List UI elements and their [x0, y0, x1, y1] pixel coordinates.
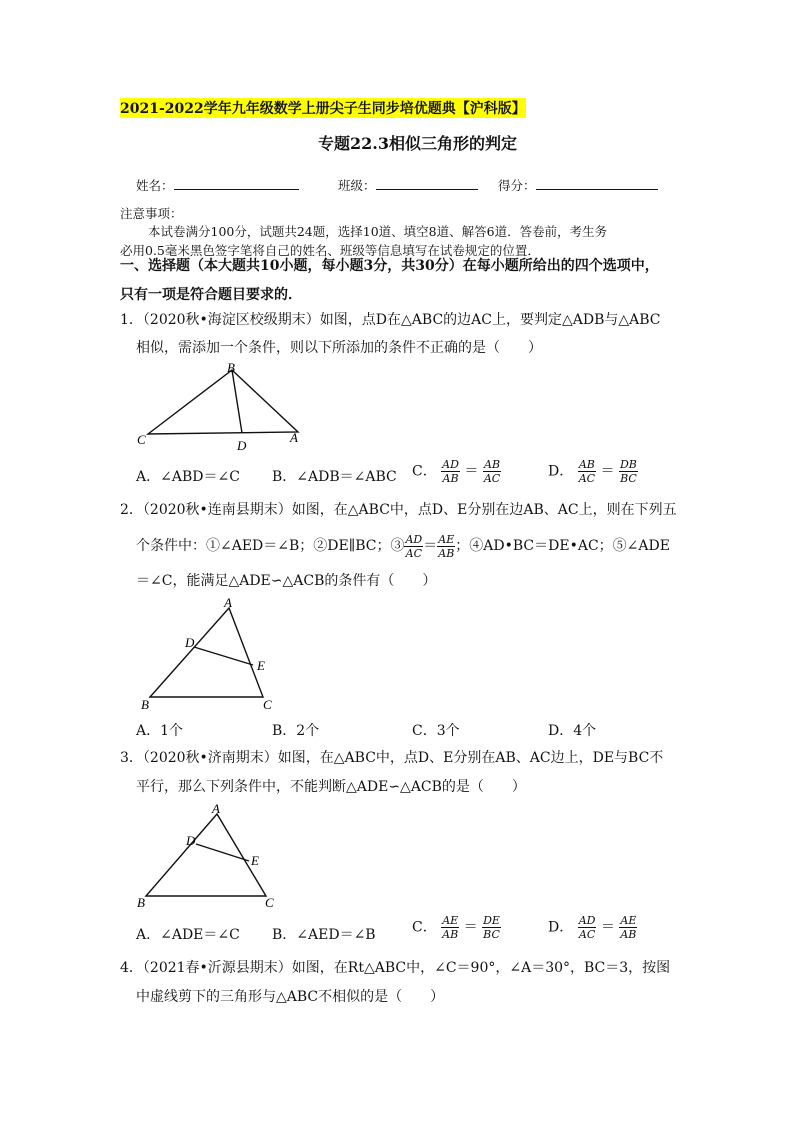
frac-den: BC — [483, 928, 500, 941]
frac-num: AD — [578, 914, 596, 927]
score-label: 得分： — [498, 178, 536, 193]
frac-den: BC — [620, 472, 637, 485]
equals-sign: ＝ — [463, 919, 478, 936]
q1-label-b: B — [227, 360, 235, 375]
frac-num: AE — [442, 914, 459, 927]
class-field — [338, 176, 478, 194]
q3-label-d: D — [186, 833, 196, 848]
frac-den: AC — [483, 472, 501, 485]
q4-line1: 4．（2021春•沂源县期末）如图，在Rt△ABC中，∠C＝90°，∠A＝30°，BC＝3，按图 — [120, 960, 671, 976]
q3-option-c-prefix: C． — [412, 919, 437, 936]
q3-triangle-abc — [146, 814, 266, 896]
q1-line2: 相似，需添加一个条件，则以下所添加的条件不正确的是（ ） — [136, 340, 542, 356]
q2-option-d[interactable]: D．4个 — [548, 723, 597, 739]
class-label: 班级： — [338, 178, 376, 193]
q1-option-c-frac-right — [483, 458, 501, 485]
q1-label-a: A — [290, 430, 298, 445]
q3-label-e: E — [251, 853, 259, 868]
q3-option-d[interactable] — [548, 914, 637, 941]
score-blank[interactable] — [536, 177, 658, 190]
q2-segment-de — [194, 647, 253, 665]
q3-option-d-prefix: D． — [548, 919, 574, 936]
q3-line1: 3．（2020秋•济南期末）如图，在△ABC中，点D、E分别在AB、AC边上，DE与BC不 — [120, 750, 664, 766]
q2-line2-part2: ；④AD•BC＝DE•AC；⑤∠ADE — [455, 538, 670, 554]
name-blank[interactable] — [174, 177, 299, 190]
q3-option-d-frac-right — [619, 914, 637, 941]
section1-line2: 只有一项是符合题目要求的． — [120, 287, 302, 303]
q1-triangle-abc — [148, 370, 298, 434]
name-field — [136, 176, 299, 194]
q1-option-c-prefix: C． — [412, 463, 437, 480]
frac-num: DE — [483, 914, 500, 927]
q3-option-c-frac-right — [482, 914, 501, 941]
q3-option-c[interactable] — [412, 914, 501, 941]
class-blank[interactable] — [376, 177, 478, 190]
notes-line1: 本试卷满分100分，试题共24题，选择10道、填空8道、解答6道．答卷前，考生务 — [148, 224, 608, 239]
equals-sign: ＝ — [464, 463, 479, 480]
frac-num: AE — [438, 532, 455, 546]
q3-line2: 平行，那么下列条件中，不能判断△ADE∽△ACB的是（ ） — [136, 779, 526, 795]
frac-num: AD — [405, 532, 423, 546]
q2-line3: ＝∠C，能满足△ADE∽△ACB的条件有（ ） — [136, 573, 437, 589]
q1-option-c-frac-left — [441, 458, 460, 485]
q2-label-c: C — [263, 697, 272, 712]
frac-num: AB — [578, 458, 595, 471]
q2-figure — [140, 592, 290, 714]
q2-label-d: D — [185, 635, 195, 650]
frac-den: AC — [578, 472, 596, 485]
notes-heading: 注意事项： — [120, 206, 183, 221]
name-label: 姓名： — [136, 178, 174, 193]
q3-option-c-frac-left — [441, 914, 459, 941]
q4-line2: 中虚线剪下的三角形与△ABC不相似的是（ ） — [136, 989, 445, 1005]
q2-line1: 2．（2020秋•连南县期末）如图，在△ABC中，点D、E分别在边AB、AC上，则在下列五 — [120, 502, 677, 518]
q1-figure — [130, 360, 310, 455]
equals-sign: ＝ — [600, 919, 615, 936]
frac-den: AC — [405, 546, 423, 560]
score-field — [498, 176, 658, 194]
q2-option-c[interactable]: C．3个 — [412, 723, 460, 739]
frac-den: AC — [578, 928, 596, 941]
notes-line2: 必用0.5毫米黑色签字笔将自己的姓名、班级等信息填写在试卷规定的位置． — [120, 243, 540, 258]
q2-line2 — [136, 532, 670, 560]
q3-option-d-frac-left — [578, 914, 597, 941]
q3-label-b: B — [137, 895, 145, 910]
section1-line1: 一、选择题（本大题共10小题，每小题3分，共30分）在每小题所给出的四个选项中， — [120, 258, 659, 274]
frac-num: DB — [619, 458, 637, 471]
q3-segment-de — [196, 844, 249, 861]
q1-option-d[interactable] — [548, 458, 638, 485]
frac-num: AD — [442, 458, 459, 471]
q1-option-c[interactable] — [412, 458, 501, 485]
frac-den: AB — [442, 472, 459, 485]
q2-frac-right — [437, 533, 455, 560]
q1-option-d-frac-right — [619, 458, 638, 485]
q2-label-b: B — [141, 697, 149, 712]
equals-sign: ＝ — [600, 463, 615, 480]
q2-line2-part1: 个条件中：①∠AED＝∠B；②DE∥BC；③ — [136, 538, 405, 554]
frac-num: AB — [484, 458, 501, 471]
q1-option-b[interactable]: B．∠ADB＝∠ABC — [272, 469, 397, 485]
q2-label-e: E — [257, 658, 265, 673]
frac-num: AE — [620, 914, 637, 927]
q1-segment-bd — [232, 370, 242, 433]
q2-option-b[interactable]: B．2个 — [272, 723, 320, 739]
q1-option-d-frac-left — [578, 458, 596, 485]
banner: 2021-2022学年九年级数学上册尖子生同步培优题典【沪科版】 — [120, 98, 526, 118]
q2-frac-left — [404, 533, 423, 560]
q3-label-a: A — [212, 801, 220, 816]
q1-line1: 1．（2020秋•海淀区校级期末）如图，点D在△ABC的边AC上，要判定△ADB与△ABC — [120, 312, 661, 328]
q3-option-a[interactable]: A．∠ADE＝∠C — [136, 927, 240, 943]
q2-label-a: A — [224, 595, 232, 610]
frac-den: AB — [620, 928, 637, 941]
q1-option-d-prefix: D． — [548, 463, 574, 480]
equals-sign: ＝ — [423, 538, 438, 554]
q3-option-b[interactable]: B．∠AED＝∠B — [272, 927, 376, 943]
frac-den: AB — [438, 546, 455, 560]
page-title: 专题22.3相似三角形的判定 — [318, 134, 517, 153]
q1-label-d: D — [237, 438, 247, 453]
q3-label-c: C — [265, 895, 274, 910]
q1-option-a[interactable]: A．∠ABD＝∠C — [136, 469, 240, 485]
q2-option-a[interactable]: A．1个 — [136, 723, 184, 739]
q3-figure — [136, 800, 286, 912]
q1-label-c: C — [137, 432, 146, 447]
frac-den: AB — [442, 928, 459, 941]
q2-triangle-abc — [150, 608, 263, 697]
